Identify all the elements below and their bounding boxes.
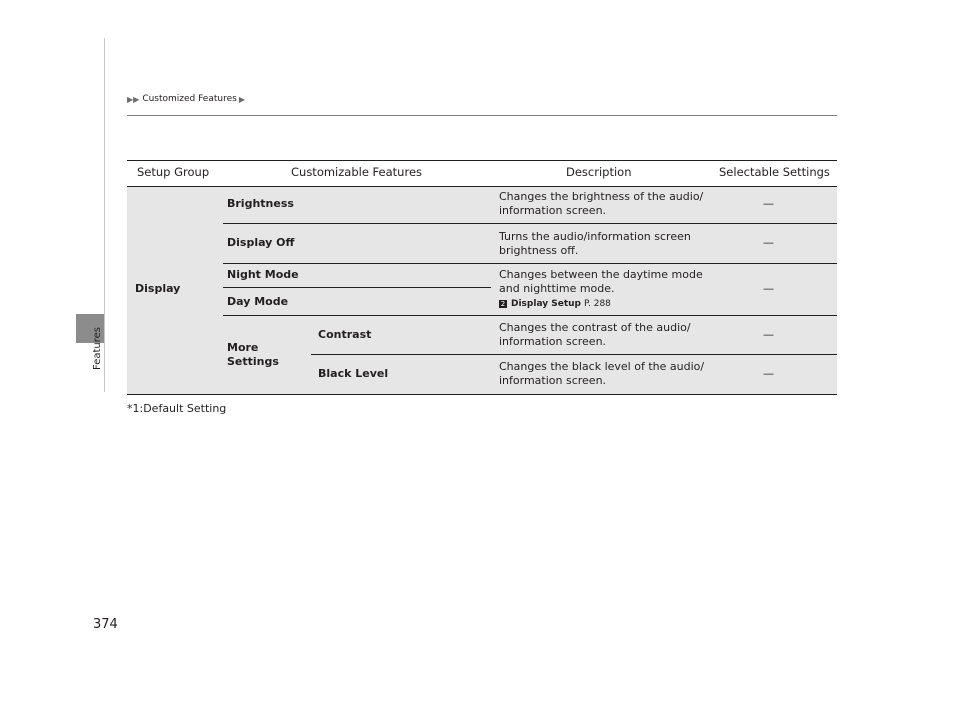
description-black-level [499, 360, 704, 388]
description-contrast [499, 321, 691, 349]
row-divider [223, 263, 837, 264]
setting-display-off: — [763, 236, 774, 249]
description-brightness [499, 190, 703, 218]
feature-day-mode: Day Mode [227, 295, 289, 308]
description-line: Changes the brightness of the audio/ [499, 190, 704, 203]
setting-black-level: — [763, 367, 774, 380]
feature-contrast: Contrast [318, 328, 372, 341]
feature-brightness: Brightness [227, 197, 294, 210]
feature-display-off: Display Off [227, 236, 295, 249]
reference-arrow-icon: 2 [500, 300, 506, 308]
breadcrumb-arrow-icon: ▶ [238, 94, 245, 104]
description-line: Turns the audio/information screen [499, 230, 691, 243]
description-night-mode [499, 268, 703, 311]
header-description: Description [566, 165, 632, 179]
breadcrumb-arrow-icon: ▶▶ [127, 94, 140, 104]
section-divider [104, 38, 105, 392]
row-divider [311, 354, 837, 355]
setting-contrast: — [763, 328, 774, 341]
description-line: Changes the black level of the audio/ [499, 360, 705, 373]
feature-night-mode: Night Mode [227, 268, 299, 281]
description-line: Changes between the daytime mode [499, 268, 703, 281]
description-line: information screen. [499, 374, 607, 387]
reference-title: Display Setup [511, 299, 581, 309]
table-header-rule [127, 186, 837, 187]
description-line: information screen. [499, 335, 607, 348]
breadcrumb [127, 94, 246, 104]
setting-brightness: — [763, 197, 774, 210]
table-bottom-rule [127, 394, 837, 395]
reference-page: P. 288 [583, 299, 611, 309]
setup-group-display: Display [135, 282, 181, 295]
feature-black-level: Black Level [318, 367, 389, 380]
header-setup-group: Setup Group [137, 165, 210, 179]
description-line: brightness off. [499, 244, 579, 257]
header-customizable-features: Customizable Features [291, 165, 423, 179]
description-line: Changes the contrast of the audio/ [499, 321, 691, 334]
setting-night-mode: — [763, 282, 774, 295]
more-settings-label: More Settings [227, 341, 279, 368]
table-top-rule [127, 160, 837, 161]
page-number: 374 [93, 617, 118, 632]
section-label: Features [92, 327, 103, 370]
header-selectable-settings: Selectable Settings [719, 165, 830, 179]
row-divider [223, 315, 837, 316]
description-line: and nighttime mode. [499, 282, 615, 295]
settings-table [127, 160, 837, 395]
footnote: *1:Default Setting [127, 402, 227, 415]
breadcrumb-item[interactable]: Customized Features [142, 94, 237, 104]
header-rule [127, 115, 837, 116]
row-divider [223, 287, 491, 288]
description-line: information screen. [499, 204, 607, 217]
row-divider [223, 223, 837, 224]
description-display-off [499, 230, 691, 258]
cross-reference[interactable] [499, 297, 703, 311]
